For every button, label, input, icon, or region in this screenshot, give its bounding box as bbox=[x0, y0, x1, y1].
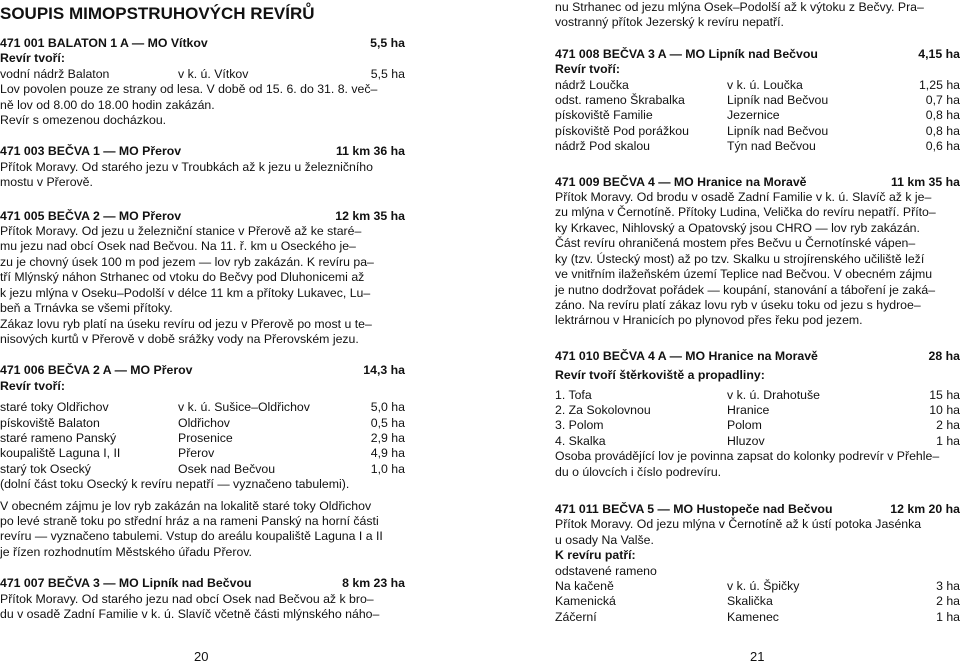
cell: vodní nádrž Balaton bbox=[0, 66, 110, 81]
cell: 14,3 ha bbox=[363, 363, 405, 378]
table-row bbox=[555, 610, 960, 625]
cell: Hranice bbox=[727, 402, 770, 417]
text-line: Přítok Moravy. Od jezu u železniční stanice v Přerově až ke staré– bbox=[0, 224, 362, 239]
text-line: Část revíru ohraničená mostem přes Bečvu u Černotínské vápen– bbox=[555, 236, 916, 251]
table-row bbox=[555, 403, 960, 418]
cell: 0,8 ha bbox=[925, 108, 960, 123]
cell: Záčerní bbox=[555, 609, 597, 624]
cell: Lipník nad Bečvou bbox=[727, 123, 829, 138]
cell: Přerov bbox=[178, 446, 215, 461]
table-row bbox=[0, 446, 405, 461]
text-line: Lov povolen pouze ze strany od lesa. V době od 15. 6. do 31. 8. več– bbox=[0, 82, 378, 97]
section-header-471009 bbox=[555, 175, 960, 190]
cell: koupaliště Laguna I, II bbox=[0, 446, 121, 461]
text-line: Přítok Moravy. Od jezu mlýna v Černotíně až k ústí potoka Jasénka bbox=[555, 517, 922, 532]
creators-label: Revír tvoří: bbox=[0, 51, 65, 66]
cell: 471 003 BEČVA 1 — MO Přerov bbox=[0, 144, 182, 159]
cell: 471 008 BEČVA 3 A — MO Lipník nad Bečvou bbox=[555, 46, 818, 61]
table-row bbox=[555, 108, 960, 123]
table-row bbox=[0, 67, 405, 82]
cell: 12 km 20 ha bbox=[890, 501, 960, 516]
cell: 471 005 BEČVA 2 — MO Přerov bbox=[0, 208, 182, 223]
table-row bbox=[0, 431, 405, 446]
cell: 11 km 36 ha bbox=[335, 144, 405, 159]
cell: Oldřichov bbox=[178, 415, 230, 430]
cell: pískoviště Balaton bbox=[0, 415, 100, 430]
cell: 3. Polom bbox=[555, 418, 604, 433]
text-line: beň a Trnávka se všemi přítoky. bbox=[0, 301, 173, 316]
cell: 1,0 ha bbox=[370, 461, 405, 476]
text-line: ky (tzv. Ústecký most) až po tzv. Skalku u strojírenského učiliště leží bbox=[555, 251, 925, 266]
cell: Na kačeně bbox=[555, 579, 614, 593]
table-row bbox=[555, 594, 960, 609]
cell: 0,6 ha bbox=[925, 139, 960, 154]
cell: v k. ú. Drahotuše bbox=[727, 387, 820, 402]
cell: odst. rameno Škrabalka bbox=[555, 93, 685, 108]
cell: 1,25 ha bbox=[918, 77, 960, 92]
page-title: SOUPIS MIMOPSTRUHOVÝCH REVÍRŮ bbox=[0, 4, 315, 23]
cell: nádrž Pod skalou bbox=[555, 139, 651, 154]
left-page bbox=[0, 0, 405, 622]
text-line: revíru — vyznačeno tabulemi. Vstup do areálu koupaliště Laguna I a II bbox=[0, 529, 383, 544]
cell: 12 km 35 ha bbox=[335, 208, 405, 223]
section-header-471010 bbox=[555, 349, 960, 364]
cell: 4,9 ha bbox=[370, 446, 405, 461]
cell: Lipník nad Bečvou bbox=[727, 93, 829, 108]
cell: 0,5 ha bbox=[370, 415, 405, 430]
cell: v k. ú. Loučka bbox=[727, 77, 803, 92]
cell: 2 ha bbox=[936, 594, 960, 609]
text-line: Přítok Moravy. Od brodu v osadě Zadní Familie v k. ú. Slavíč až k je– bbox=[555, 190, 932, 205]
table-row bbox=[555, 418, 960, 433]
cell: v k. ú. Špičky bbox=[727, 579, 800, 593]
section-header-471011 bbox=[555, 502, 960, 517]
cell: v k. ú. Vítkov bbox=[178, 66, 249, 81]
cell: Kamenická bbox=[555, 594, 616, 609]
section-header-471005 bbox=[0, 209, 405, 224]
cell: 10 ha bbox=[929, 402, 960, 417]
cell: 4. Skalka bbox=[555, 433, 606, 448]
text-line: du v osadě Zadní Familie v k. ú. Slavíč včetně části mlýnského náho– bbox=[0, 607, 380, 621]
text-line: mu jezu nad obcí Osek nad Bečvou. Na 11. ř. km u Oseckého je– bbox=[0, 239, 356, 254]
text-line: odstavené rameno bbox=[555, 563, 657, 578]
cell: Skalička bbox=[727, 594, 773, 609]
cell: 0,7 ha bbox=[925, 93, 960, 108]
text-line: k jezu mlýna v Oseku–Podolší v délce 11 km a přítoky Lukavec, Lu– bbox=[0, 285, 371, 300]
cell: 1. Tofa bbox=[555, 387, 592, 402]
text-line: lektrárnou v Hranicích po plynovod přes řeku pod jezem. bbox=[555, 313, 863, 328]
cell: 4,15 ha bbox=[918, 46, 960, 61]
cell: staré rameno Panský bbox=[0, 430, 117, 445]
text-line: je nutno dodržovat pořádek — koupání, stanování a táboření je zaká– bbox=[555, 282, 936, 297]
table-row bbox=[555, 388, 960, 403]
creators-label: Revír tvoří: bbox=[555, 62, 620, 77]
cell: Polom bbox=[727, 418, 762, 433]
text-line: záno. Na revíru platí zákaz lovu ryb v úseku toku od jezu s hydroe– bbox=[555, 297, 921, 312]
cell: 5,5 ha bbox=[370, 36, 405, 50]
cell: 5,5 ha bbox=[370, 66, 405, 81]
cell: 8 km 23 ha bbox=[342, 576, 405, 591]
cell: starý tok Osecký bbox=[0, 461, 91, 476]
cell: 471 011 BEČVA 5 — MO Hustopeče nad Bečvou bbox=[555, 501, 833, 516]
cell: 471 007 BEČVA 3 — MO Lipník nad Bečvou bbox=[0, 576, 252, 591]
cell: 1 ha bbox=[936, 609, 960, 624]
cell: 15 ha bbox=[929, 387, 960, 402]
cell: Kamenec bbox=[727, 609, 779, 624]
cell: 0,8 ha bbox=[925, 123, 960, 138]
page-number: 21 bbox=[750, 649, 765, 664]
cell: 2,9 ha bbox=[370, 430, 405, 445]
text-line: Přítok Moravy. Od starého jezu v Troubkách až k jezu u železničního bbox=[0, 159, 373, 174]
section-header-471003 bbox=[0, 144, 405, 159]
table-row bbox=[555, 579, 960, 594]
cell: pískoviště Familie bbox=[555, 108, 653, 123]
cell: Osek nad Bečvou bbox=[178, 461, 276, 476]
table-row bbox=[555, 434, 960, 449]
cell: 3 ha bbox=[936, 579, 960, 593]
table-row bbox=[555, 78, 960, 93]
cell: Prosenice bbox=[178, 430, 233, 445]
cell: 5,0 ha bbox=[370, 400, 405, 415]
text-line: ně lov od 8.00 do 18.00 hodin zakázán. bbox=[0, 97, 215, 112]
cell: 11 km 35 ha bbox=[890, 174, 960, 189]
text-line: zu je chovný úsek 100 m pod jezem — lov ryb zakázán. K revíru pa– bbox=[0, 254, 374, 269]
cell: 2 ha bbox=[936, 418, 960, 433]
right-page bbox=[555, 0, 960, 625]
text-line: u osady Na Valše. bbox=[555, 532, 654, 547]
cell: 471 009 BEČVA 4 — MO Hranice na Moravě bbox=[555, 174, 807, 189]
cell: 28 ha bbox=[928, 348, 960, 363]
text-line: ky Krkavec, Nihlovský a Opatovský jsou CHRO — lov ryb zakázán. bbox=[555, 220, 920, 235]
table-row bbox=[555, 93, 960, 108]
cell: Jezernice bbox=[727, 108, 780, 123]
text-line: Zákaz lovu ryb platí na úseku revíru od jezu v Přerově po most u te– bbox=[0, 316, 372, 331]
cell: staré toky Oldřichov bbox=[0, 400, 109, 415]
text-line: du o úlovcích i číslo podrevíru. bbox=[555, 464, 722, 479]
cell: 1 ha bbox=[936, 433, 960, 448]
section-header-471007 bbox=[0, 576, 405, 591]
text-line: nisových kurtů v Přerově v době srážky vody na Přerovském jezu. bbox=[0, 331, 359, 346]
cell: Hluzov bbox=[727, 433, 765, 448]
text-line: nu Strhanec od jezu mlýna Osek–Podolší až k výtoku z Bečvy. Pra– bbox=[555, 0, 924, 14]
text-line: zu mlýna v Černotíně. Přítoky Ludina, Velička do revíru nepatří. Příto– bbox=[555, 205, 936, 220]
page-number: 20 bbox=[194, 649, 209, 664]
creators-label: Revír tvoří štěrkoviště a propadliny: bbox=[555, 368, 765, 383]
table-row bbox=[0, 416, 405, 431]
creators-label: Revír tvoří: bbox=[0, 378, 65, 393]
text-line: po levé straně toku po střední hráz a na rameni Panský na horní části bbox=[0, 513, 379, 528]
section-header-471006 bbox=[0, 363, 405, 378]
text-line: tří Mlýnský náhon Strhanec od vtoku do Bečvy pod Dluhonicemi až bbox=[0, 270, 365, 285]
text-line: je řízen rozhodnutím Městského úřadu Přerov. bbox=[0, 544, 252, 559]
text-line: Přítok Moravy. Od starého jezu nad obcí Osek nad Bečvou až k bro– bbox=[0, 591, 374, 606]
creators-label: K revíru patří: bbox=[555, 548, 636, 563]
section-header-471001 bbox=[0, 36, 405, 51]
table-row bbox=[555, 124, 960, 139]
text-line: vostranný přítok Jezerský k revíru nepatří. bbox=[555, 15, 784, 30]
text-line: ve vnitřním ilažeňském území Teplice nad Bečvou. V obecném zájmu bbox=[555, 267, 933, 282]
table-row bbox=[0, 400, 405, 415]
cell: Týn nad Bečvou bbox=[727, 139, 816, 154]
cell: 2. Za Sokolovnou bbox=[555, 402, 651, 417]
table-row bbox=[0, 462, 405, 477]
text-line: V obecném zájmu je lov ryb zakázán na lokalitě staré toky Oldřichov bbox=[0, 498, 372, 513]
cell: 471 010 BEČVA 4 A — MO Hranice na Moravě bbox=[555, 348, 818, 363]
cell: nádrž Loučka bbox=[555, 77, 629, 92]
text-line: Osoba provádějící lov je povinna zapsat do kolonky podrevír v Přehle– bbox=[555, 449, 940, 464]
cell: 471 006 BEČVA 2 A — MO Přerov bbox=[0, 363, 193, 378]
section-header-471008 bbox=[555, 47, 960, 62]
restriction-note: Revír s omezenou docházkou. bbox=[0, 113, 167, 128]
table-row bbox=[555, 139, 960, 154]
text-line: (dolní část toku Osecký k revíru nepatří — vyznačeno tabulemi). bbox=[0, 477, 350, 492]
cell: 471 001 BALATON 1 A — MO Vítkov bbox=[0, 36, 208, 50]
cell: pískoviště Pod porážkou bbox=[555, 123, 689, 138]
cell: v k. ú. Sušice–Oldřichov bbox=[178, 400, 310, 415]
text-line: mostu v Přerově. bbox=[0, 175, 93, 190]
